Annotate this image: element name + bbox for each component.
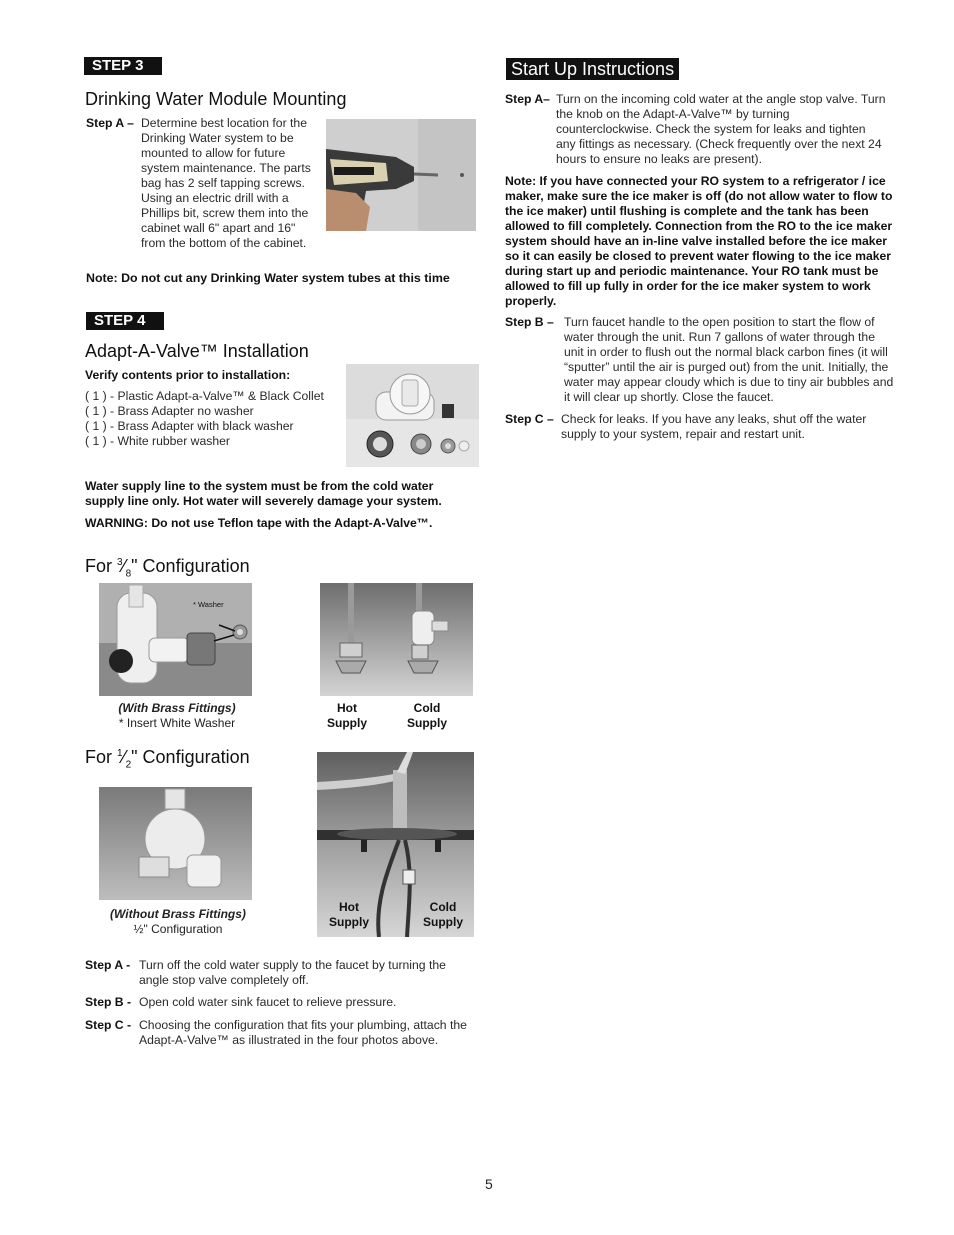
startup-step-c-text: Check for leaks. If you have any leaks, shut off the water supply to your system, repair and restart unit. xyxy=(561,412,867,441)
config-1-2-title: For $^1⁄_2$" Configuration xyxy=(85,747,250,771)
hot-supply-label-2: Hot Supply xyxy=(328,900,369,929)
cold-supply-label-2: Cold Supply xyxy=(422,900,463,929)
brass-caption xyxy=(99,701,255,731)
supply-warning: Water supply line to the system must be from the cold water supply line only. Hot water will severely damage your system. xyxy=(85,479,442,508)
startup-step-b xyxy=(505,315,897,405)
faucet-photo xyxy=(317,752,474,937)
step3-step-a-label: Step A – xyxy=(86,116,134,130)
plain-caption xyxy=(99,907,257,937)
startup-step-c xyxy=(505,412,897,442)
parts-list xyxy=(85,389,343,449)
bottom-step-a-label: Step A - xyxy=(85,958,131,972)
parts-photo xyxy=(346,364,479,467)
hot-supply-label-1: Hot Supply xyxy=(326,701,367,730)
cold-supply-label-1: Cold Supply xyxy=(406,701,447,730)
config-3-8-title: For $^3⁄_8$" Configuration xyxy=(85,556,250,580)
bottom-step-c xyxy=(85,1018,470,1048)
step3-note: Note: Do not cut any Drinking Water system tubes at this time xyxy=(86,271,450,285)
parts-item: ( 1 ) - Brass Adapter no washer xyxy=(85,404,254,418)
page-number: 5 xyxy=(485,1176,493,1192)
startup-step-a-label: Step A– xyxy=(505,92,550,106)
bottom-step-c-label: Step C - xyxy=(85,1018,132,1032)
drill-photo xyxy=(326,119,476,231)
step4-title: Adapt-A-Valve™ Installation xyxy=(85,341,309,361)
bottom-step-b-text: Open cold water sink faucet to relieve pressure. xyxy=(139,995,397,1009)
step3-title: Drinking Water Module Mounting xyxy=(85,89,347,109)
plain-caption-text: ½" Configuration xyxy=(133,922,223,936)
startup-step-b-label: Step B – xyxy=(505,315,554,329)
startup-step-a xyxy=(505,92,897,167)
bottom-step-b xyxy=(85,995,470,1010)
startup-step-b-text: Turn faucet handle to the open position to start the flow of water through the unit. Run 7 gallons of water through the unit in order to flush out the normal black carbon fines (it will “sputter” until the air is purged out) from the unit. Initially, the water may appear cloudy which is due to tiny air bubbles and it will clear up shortly. Close the faucet. xyxy=(564,315,894,404)
bottom-step-a-text: Turn off the cold water supply to the faucet by turning the angle stop valve completely off. xyxy=(139,958,446,987)
verify-heading: Verify contents prior to installation: xyxy=(85,368,291,382)
bottom-step-a xyxy=(85,958,470,988)
startup-step-a-text: Turn on the incoming cold water at the angle stop valve. Turn the knob on the Adapt-A-Valve™ by turning counterclockwise. Check the system for leaks and tighten any fittings as necessary. (Check frequently over the next 24 hours to ensure no leaks are present). xyxy=(556,92,886,166)
valve-plain-photo xyxy=(99,787,252,900)
parts-item: ( 1 ) - White rubber washer xyxy=(85,434,230,448)
bottom-step-b-label: Step B - xyxy=(85,995,132,1009)
bottom-step-c-text: Choosing the configuration that fits your plumbing, attach the Adapt-A-Valve™ as illustrated in the four photos above. xyxy=(139,1018,467,1047)
parts-item: ( 1 ) - Plastic Adapt-a-Valve™ & Black Collet xyxy=(85,389,324,403)
brass-caption-text: * Insert White Washer xyxy=(118,716,236,730)
plain-caption-title: (Without Brass Fittings) xyxy=(110,907,246,921)
washer-label: * Washer xyxy=(193,600,224,609)
teflon-warning: WARNING: Do not use Teflon tape with the Adapt-A-Valve™. xyxy=(85,516,433,530)
step3-step-a-text: Determine best location for the Drinking Water system to be mounted to allow for future system maintenance. The parts bag has 2 self tapping screws. Using an electric drill with a Phillips bit, screw them into the cabinet wall 6" apart and 16" from the bottom of the cabinet. xyxy=(141,116,311,250)
startup-step-c-label: Step C – xyxy=(505,412,554,426)
supply-valves-photo xyxy=(320,583,473,696)
valve-brass-photo xyxy=(99,583,252,696)
step3-step-a xyxy=(86,116,322,251)
step4-badge: STEP 4 xyxy=(86,312,164,330)
step3-badge: STEP 3 xyxy=(84,57,162,75)
parts-item: ( 1 ) - Brass Adapter with black washer xyxy=(85,419,294,433)
startup-title: Start Up Instructions xyxy=(506,58,679,80)
icemaker-note: Note: If you have connected your RO system to a refrigerator / ice maker, make sure the ice maker is off (do not allow water to flow to the ice maker) until flushing is complete and the tank has been allowed to fill completely. Connection from the RO to the ice maker system should have an in-line valve installed before the ice maker so it can easily be closed to prevent water flowing to the ice maker during start up and periodic maintenance. Your RO tank must be allowed to fill up fully in order for the ice maker system to work properly. xyxy=(505,174,893,308)
brass-caption-title: (With Brass Fittings) xyxy=(118,701,236,715)
